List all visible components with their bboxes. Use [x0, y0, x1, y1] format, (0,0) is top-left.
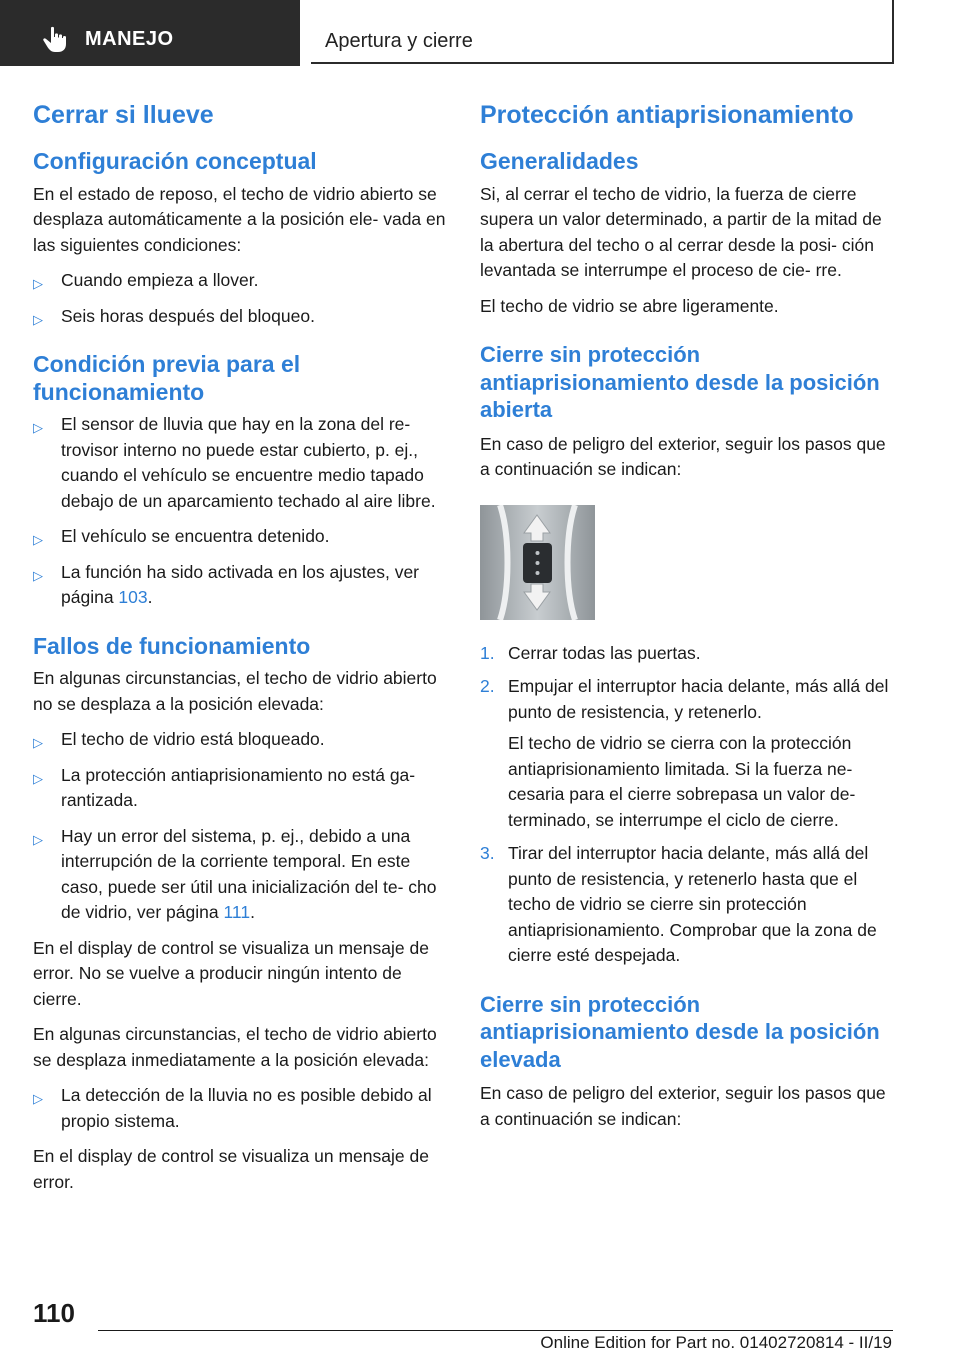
faults-list: [33, 727, 453, 926]
general-heading: Generalidades: [480, 148, 639, 174]
list-item: ▷ Seis horas después del bloqueo.: [33, 304, 453, 330]
page-ref-link[interactable]: 103: [118, 587, 148, 608]
faults-section: [33, 633, 453, 1196]
concept-list: [33, 268, 453, 329]
faults-message-2: En el display de control se visualiza un mensaje de error.: [33, 1146, 429, 1192]
list-item: 3. Tirar del interruptor hacia delante, más allá del punto de resistencia, y retenerlo hasta que el techo de vidrio se cierre sin protección antiaprisionamiento. Comprobar que la zona de cierre esté despejada.: [480, 843, 877, 966]
section-tab: [311, 0, 894, 64]
faults-intro-2: En algunas circunstancias, el techo de vidrio abierto se desplaza inmediatamente a la posición elevada:: [33, 1024, 437, 1070]
triangle-bullet-icon: ▷: [33, 532, 43, 548]
triangle-bullet-icon: ▷: [33, 735, 43, 751]
open-close-intro: En caso de peligro del exterior, seguir los pasos que a continuación se indican:: [480, 433, 886, 480]
open-close-section: [480, 341, 900, 969]
faults-message: En el display de control se visualiza un mensaje de error. No se vuelve a producir ningún intento de cierre.: [33, 937, 429, 1009]
pinch-protection-title: Protección antiaprisionamiento: [480, 101, 854, 129]
triangle-bullet-icon: ▷: [33, 567, 43, 583]
triangle-bullet-icon: ▷: [33, 770, 43, 786]
raised-close-heading: Cierre sin protección antiaprisionamiento desde la posición elevada: [480, 991, 880, 1072]
triangle-bullet-icon: ▷: [33, 1091, 43, 1107]
faults-list-2: [33, 1083, 453, 1134]
list-item: ▷ El techo de vidrio está bloqueado.: [33, 727, 453, 753]
general-text: Si, al cerrar el techo de vidrio, la fuerza de cierre supera un valor determinado, a partir de la mitad de la abertura del techo o al cerrar desde la posi- ción levantada se interrumpe el proceso de cie- rre.: [480, 183, 882, 281]
concept-text: En el estado de reposo, el techo de vidrio abierto se desplaza automáticamente a la posición ele- vada en las siguientes condiciones:: [33, 183, 446, 255]
chapter-label: MANEJO: [85, 28, 174, 50]
concept-heading: Configuración conceptual: [33, 148, 317, 174]
raised-close-section: [480, 991, 900, 1133]
edition-note: Online Edition for Part no. 01402720814 - II/19: [540, 1333, 892, 1352]
hand-pointer-icon: [40, 24, 70, 54]
triangle-bullet-icon: ▷: [33, 831, 43, 847]
general-text-2: El techo de vidrio se abre ligeramente.: [480, 295, 779, 316]
list-item: 1. Cerrar todas las puertas.: [480, 642, 701, 663]
list-item: ▷ Cuando empieza a llover.: [33, 268, 453, 294]
step-note: El techo de vidrio se cierra con la protección antiaprisionamiento limitada. Si la fuerza ne- cesaria para el cierre sobrepasa un valor de- terminado, se interrumpe el ciclo de cierre.: [508, 733, 856, 830]
page-header: [0, 0, 960, 66]
open-close-steps: [480, 641, 900, 969]
general-section: [480, 148, 900, 319]
rain-close-title: Cerrar si llueve: [33, 101, 214, 129]
faults-intro: En algunas circunstancias, el techo de vidrio abierto no se desplaza a la posición elevada:: [33, 668, 437, 714]
section-label: Apertura y cierre: [325, 30, 473, 52]
concept-section: [33, 148, 453, 329]
precondition-list: [33, 412, 453, 611]
list-item: ▷ La función ha sido activada en los ajustes, ver página 103.: [33, 561, 419, 608]
list-item: ▷ La detección de la lluvia no es posible debido al propio sistema.: [33, 1085, 432, 1131]
open-close-heading: Cierre sin protección antiaprisionamiento desde la posición abierta: [480, 342, 880, 423]
list-item: ▷ El sensor de lluvia que hay en la zona del re- trovisor interno no puede estar cubierto, p. ej., cuando el vehículo se encuentre medio tapado debajo de un aparcamiento techado al aire libre.: [33, 414, 436, 511]
chapter-tab: [0, 0, 300, 66]
precondition-heading: Condición previa para el funcionamiento: [33, 351, 301, 405]
page-number: 110: [33, 1298, 75, 1328]
precondition-section: [33, 351, 453, 611]
page-footer: [0, 1290, 960, 1362]
list-item: ▷ El vehículo se encuentra detenido.: [33, 524, 453, 550]
page-ref-link[interactable]: 111: [223, 902, 251, 923]
raised-close-intro: En caso de peligro del exterior, seguir los pasos que a continuación se indican:: [480, 1083, 886, 1129]
triangle-bullet-icon: ▷: [33, 276, 43, 292]
left-column: [33, 100, 453, 1217]
faults-heading: Fallos de funcionamiento: [33, 632, 311, 659]
right-column: [480, 100, 900, 1154]
triangle-bullet-icon: ▷: [33, 420, 43, 436]
triangle-bullet-icon: ▷: [33, 311, 43, 327]
footer-rule: [98, 1330, 893, 1331]
roof-switch-illustration: [480, 505, 595, 620]
list-item: ▷ Hay un error del sistema, p. ej., debido a una interrupción de la corriente temporal. En este caso, puede ser útil una inicialización del te- cho de vidrio, ver página 111.: [33, 825, 437, 923]
list-item: ▷ La protección antiaprisionamiento no está ga- rantizada.: [33, 764, 416, 811]
list-item: 2. Empujar el interruptor hacia delante, más allá del punto de resistencia, y retenerlo. El techo de vidrio se cierra con la protección antiaprisionamiento limitada. Si la fuerza ne- cesaria para el cierre sobrepasa un valor de- terminado, se interrumpe el ciclo de cierre.: [480, 674, 900, 833]
